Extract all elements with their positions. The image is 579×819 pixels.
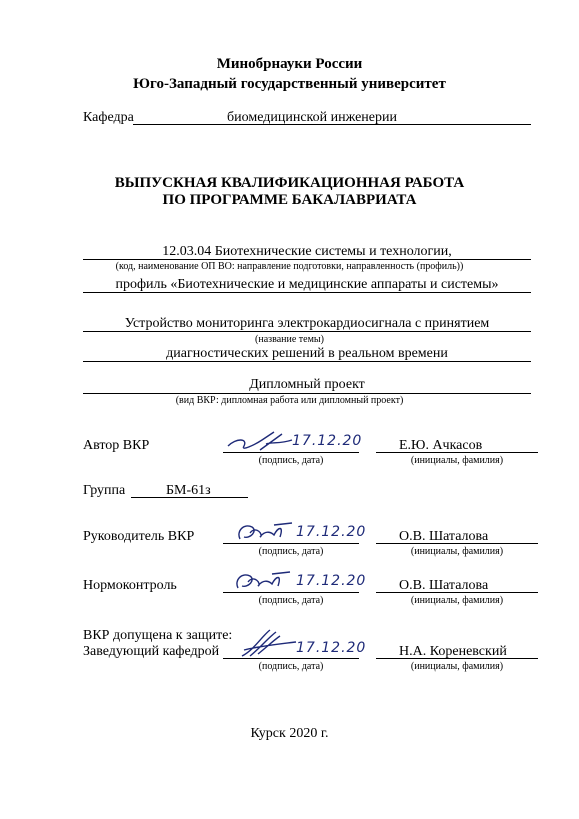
author-sign-hint: (подпись, дата)	[258, 455, 324, 466]
supervisor-name-hint: (инициалы, фамилия)	[410, 546, 504, 557]
author-name-hint: (инициалы, фамилия)	[410, 455, 504, 466]
program-profile: профиль «Биотехнические и медицинские аппараты и системы»	[115, 277, 499, 292]
university-name: Юго-Западный государственный университет	[133, 76, 446, 92]
work-type-value: Дипломный проект	[249, 377, 365, 392]
normcontrol-name-hint: (инициалы, фамилия)	[410, 595, 504, 606]
group-label: Группа	[83, 483, 126, 498]
head-signature-date: 17.12.20	[296, 640, 367, 656]
head-signature	[240, 628, 300, 665]
normcontrol-signature-date: 17.12.20	[296, 573, 367, 589]
topic-hint: (название темы)	[255, 334, 324, 345]
head-label: Заведующий кафедрой	[83, 644, 220, 659]
department-value: биомедицинской инженерии	[226, 110, 397, 125]
work-type-hint: (вид ВКР: дипломная работа или дипломный проект)	[175, 395, 404, 406]
supervisor-sign-hint: (подпись, дата)	[258, 546, 324, 557]
head-name-hint: (инициалы, фамилия)	[410, 661, 504, 672]
normcontrol-label: Нормоконтроль	[83, 578, 177, 593]
supervisor-name: О.В. Шаталова	[399, 529, 489, 544]
work-type-underline	[83, 393, 531, 394]
topic-line1: Устройство мониторинга электрокардиосигнала с принятием	[124, 316, 490, 331]
head-sign-hint: (подпись, дата)	[258, 661, 324, 672]
author-label: Автор ВКР	[83, 438, 150, 453]
author-name: Е.Ю. Ачкасов	[399, 438, 483, 453]
normcontrol-name: О.В. Шаталова	[399, 578, 489, 593]
supervisor-label: Руководитель ВКР	[83, 529, 195, 544]
group-value: БМ-61з	[166, 483, 211, 498]
program-code: 12.03.04 Биотехнические системы и технологии,	[162, 244, 452, 259]
author-signature-date: 17.12.20	[292, 433, 363, 449]
document-title-line2: ПО ПРОГРАММЕ БАКАЛАВРИАТА	[162, 192, 417, 208]
program-hint: (код, наименование ОП ВО: направление подготовки, направленность (профиль))	[115, 261, 464, 272]
topic-line2: диагностических решений в реальном времени	[166, 346, 448, 361]
normcontrol-sign-hint: (подпись, дата)	[258, 595, 324, 606]
ministry-name: Минобрнауки России	[216, 56, 363, 72]
head-name: Н.А. Кореневский	[399, 644, 507, 659]
city-year: Курск 2020 г.	[250, 726, 329, 741]
supervisor-signature-date: 17.12.20	[296, 524, 367, 540]
department-label: Кафедра	[83, 110, 134, 125]
document-title-line1: ВЫПУСКНАЯ КВАЛИФИКАЦИОННАЯ РАБОТА	[114, 175, 465, 191]
admission-label: ВКР допущена к защите:	[83, 628, 233, 643]
